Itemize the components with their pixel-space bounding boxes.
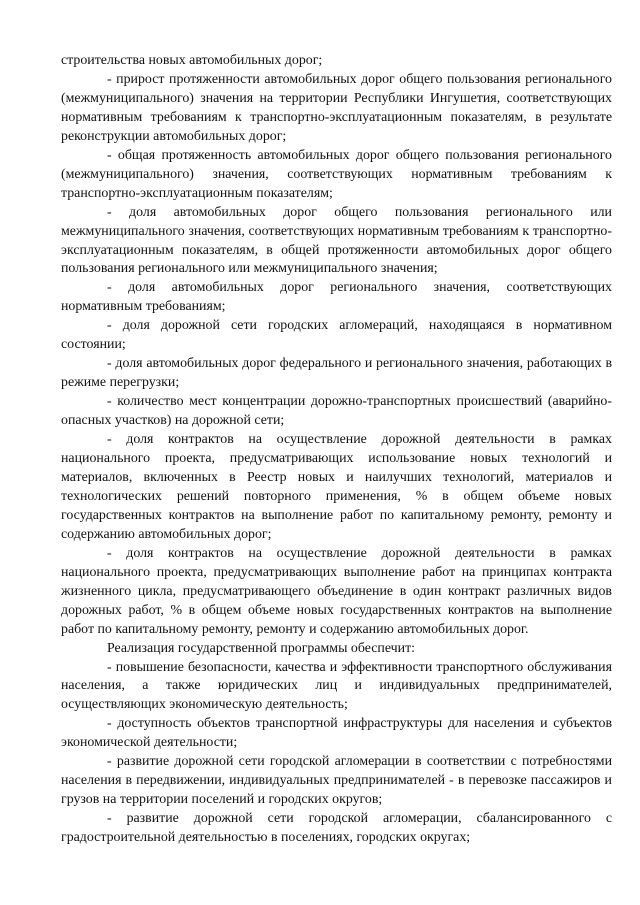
list-item-network-development: - развитие дорожной сети городской агломерации в соответствии с потребностями населения в передвижении, индивидуальных предпринимателей - в перевозке пассажиров и грузов на территории поселений и городских округов; <box>61 754 612 808</box>
list-item-infrastructure-access: - доступность объектов транспортной инфраструктуры для населения и субъектов экономической деятельности; <box>61 716 612 751</box>
list-item-new-technology-contracts: - доля контрактов на осуществление дорожной деятельности в рамках национального проекта, предусматривающих использование новых технологий и материалов, включенных в Реестр новых и наилучших технологий, материалов и технологических решений повторного применения, % в общем объеме новых государственных контрактов на выполнение работ по капитальному ремонту, ремонту и содержанию автомобильных дорог; <box>61 432 612 542</box>
document-body <box>61 52 612 848</box>
list-item-total-road-length: - общая протяженность автомобильных дорог общего пользования регионального (межмуниципального) значения, соответствующих нормативным требованиям к транспортно-эксплуатационным показателям; <box>61 147 612 201</box>
list-item-agglomeration-network-share: - доля дорожной сети городских агломераций, находящаяся в нормативном состоянии; <box>61 318 612 353</box>
list-item-share-compliant-roads: - доля автомобильных дорог общего пользования регионального или межмуниципального значения, соответствующих нормативным требованиям к транспортно-эксплуатационным показателям, в общей протяженности автомобильных дорог общего пользования регионального или межмуниципального значения; <box>61 204 612 277</box>
list-item-overloaded-roads: - доля автомобильных дорог федерального и регионального значения, работающих в режиме перегрузки; <box>61 356 612 391</box>
list-item-transport-safety: - повышение безопасности, качества и эффективности транспортного обслуживания населения, а также юридических лиц и индивидуальных предпринимателей, осуществляющих экономическую деятельность; <box>61 659 612 713</box>
paragraph-continuation: строительства новых автомобильных дорог; <box>61 53 323 68</box>
list-item-road-length-growth: - прирост протяженности автомобильных дорог общего пользования регионального (межмуниципального) значения на территории Республики Ингушетия, соответствующих нормативным требованиям к транспортно-эксплуатационным показателям, в результате реконструкции автомобильных дорог; <box>61 71 612 144</box>
list-item-accident-spots: - количество мест концентрации дорожно-транспортных происшествий (аварийно-опасных участков) на дорожной сети; <box>61 394 612 429</box>
program-outcome-heading: Реализация государственной программы обеспечит: <box>107 640 416 656</box>
list-item-balanced-development: - развитие дорожной сети городской агломерации, сбалансированного с градостроительной деятельностью в поселениях, городских округах; <box>61 811 612 846</box>
list-item-share-regional-roads: - доля автомобильных дорог регионального значения, соответствующих нормативным требованиям; <box>61 280 612 315</box>
list-item-lifecycle-contracts: - доля контрактов на осуществление дорожной деятельности в рамках национального проекта, предусматривающих выполнение работ на принципах контракта жизненного цикла, предусматривающего объединение в один контракт различных видов дорожных работ, % в общем объеме новых государственных контрактов на выполнение работ по капитальному ремонту, ремонту и содержанию автомобильных дорог. <box>61 545 612 637</box>
